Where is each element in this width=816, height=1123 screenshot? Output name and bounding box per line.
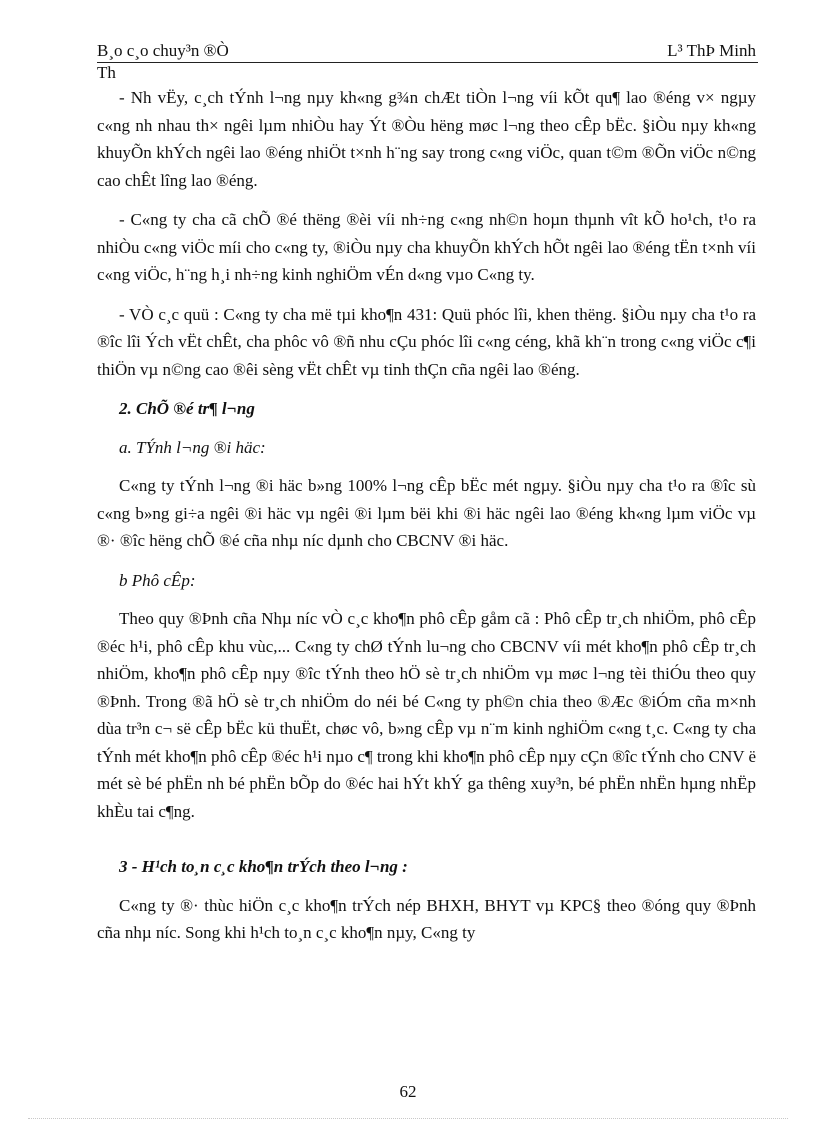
paragraph-salary-method: - Nh vËy, c¸ch tÝnh l¬ng nµy kh«ng g¾n chÆt tiÒn l¬ng víi kÕt qu¶ lao ®éng v× ngµy c«ng nh nhau th× ngêi lµm nhiÒu hay Ýt ®Òu hëng møc l¬ng theo cÊp bËc. §iÒu nµy kh«ng khuyÕn khÝch ngêi lao ®éng nhiÖt t×nh h¨ng say trong c«ng viÖc, quan t©m ®Õn viÖc n©ng cao chÊt lîng lao ®éng.: [97, 88, 756, 190]
paragraph-deductions: C«ng ty ®· thùc hiÖn c¸c kho¶n trÝch nép BHXH, BHYT vµ KPC§ theo ®óng quy ®Þnh cña nhµ níc. Song khi h¹ch to¸n c¸c kho¶n nµy, C«ng ty: [97, 895, 756, 942]
paragraph-bonus-policy: - C«ng ty cha cã chÕ ®é thëng ®èi víi nh÷ng c«ng nh©n hoµn thµnh vît kÕ ho¹ch, t¹o ra nhiÒu c«ng viÖc míi cho c«ng ty, ®iÒu nµy cha khuyÕn khÝch hÕt ngêi lao ®éng tËn t×nh víi c«ng viÖc, h¨ng h¸i nh÷ng kinh nghiÖm vÉn d«ng vµo C«ng ty.: [97, 210, 756, 284]
header-author-name: L³ ThÞ Minh: [667, 41, 756, 60]
body-text: [97, 84, 756, 959]
paragraph-allowance: Theo quy ®Þnh cña Nhµ níc vÒ c¸c kho¶n phô cÊp gåm cã : Phô cÊp tr¸ch nhiÖm, phô cÊp ®éc h¹i, phô cÊp khu vùc,... C«ng ty chØ tÝnh lu¬ng cho CBCNV víi mét kho¶n phô cÊp tr¸ch nhiÖm, kho¶n phô cÊp nµy ®îc tÝnh theo hÖ sè tr¸ch nhiÖm vµ møc l¬ng tèi thiÓu theo quy ®Þnh. Trong ®ã hÖ sè tr¸ch nhiÖm do néi bé C«ng ty ph©n chia theo ®Æc ®iÓm cña m×nh dùa tr³n c¬ së cÊp bËc kü thuËt, chøc vô, b»ng cÊp vµ n¨m kinh nghiÖm c«ng t¸c. C«ng ty cha tÝnh mét kho¶n phô cÊp ®éc h¹i nµo c¶ trong khi kho¶n phô cÊp nµy cÇn ®îc tÝnh cho CNV ë mét sè bé phËn nh bé phËn bÕp do ®éc hai hÝt khÝ ga thêng xuy³n, bé phËn nhËn hµng nhËp khÈu tai c¶ng.: [97, 609, 756, 821]
page-number: 62: [399, 1082, 417, 1101]
paragraph-funds: - VÒ c¸c quü : C«ng ty cha më tµi kho¶n 431: Quü phóc lîi, khen thëng. §iÒu nµy cha t¹o ra ®îc lîi Ých vËt chÊt, cha phôc vô ®ñ nhu cÇu phóc lîi c«ng céng, khã kh¨n trong c«ng viÖc c¶i thiÖn vµ n©ng cao ®êi sèng vËt chÊt vµ tinh thÇn cña ngêi lao ®éng.: [97, 304, 756, 379]
section-2-heading: 2. ChÕ ®é tr¶ l¬ng: [119, 399, 255, 418]
subsection-b-heading: b Phô cÊp:: [119, 570, 196, 590]
header-divider: [97, 62, 758, 63]
header-report-title: B¸o c¸o chuy³n ®Ò: [97, 41, 229, 60]
subsection-a-heading: a. TÝnh l¬ng ®i häc:: [119, 437, 266, 457]
header-author-continuation: Th: [97, 63, 116, 82]
page-bottom-edge: [28, 1118, 788, 1119]
section-3-heading: 3 - H¹ch to¸n c¸c kho¶n trÝch theo l¬ng :: [119, 857, 408, 876]
paragraph-study-salary: C«ng ty tÝnh l¬ng ®i häc b»ng 100% l¬ng cÊp bËc mét ngµy. §iÒu nµy cha t¹o ra ®îc sù c«ng b»ng gi÷a ngêi ®i häc vµ ngêi ®i lµm bëi khi ®i häc ngêi lao ®éng kh«ng lµm viÖc vµ ®· ®îc hëng chÕ ®é cña nhµ níc dµnh cho CBCNV ®i häc.: [97, 476, 756, 550]
